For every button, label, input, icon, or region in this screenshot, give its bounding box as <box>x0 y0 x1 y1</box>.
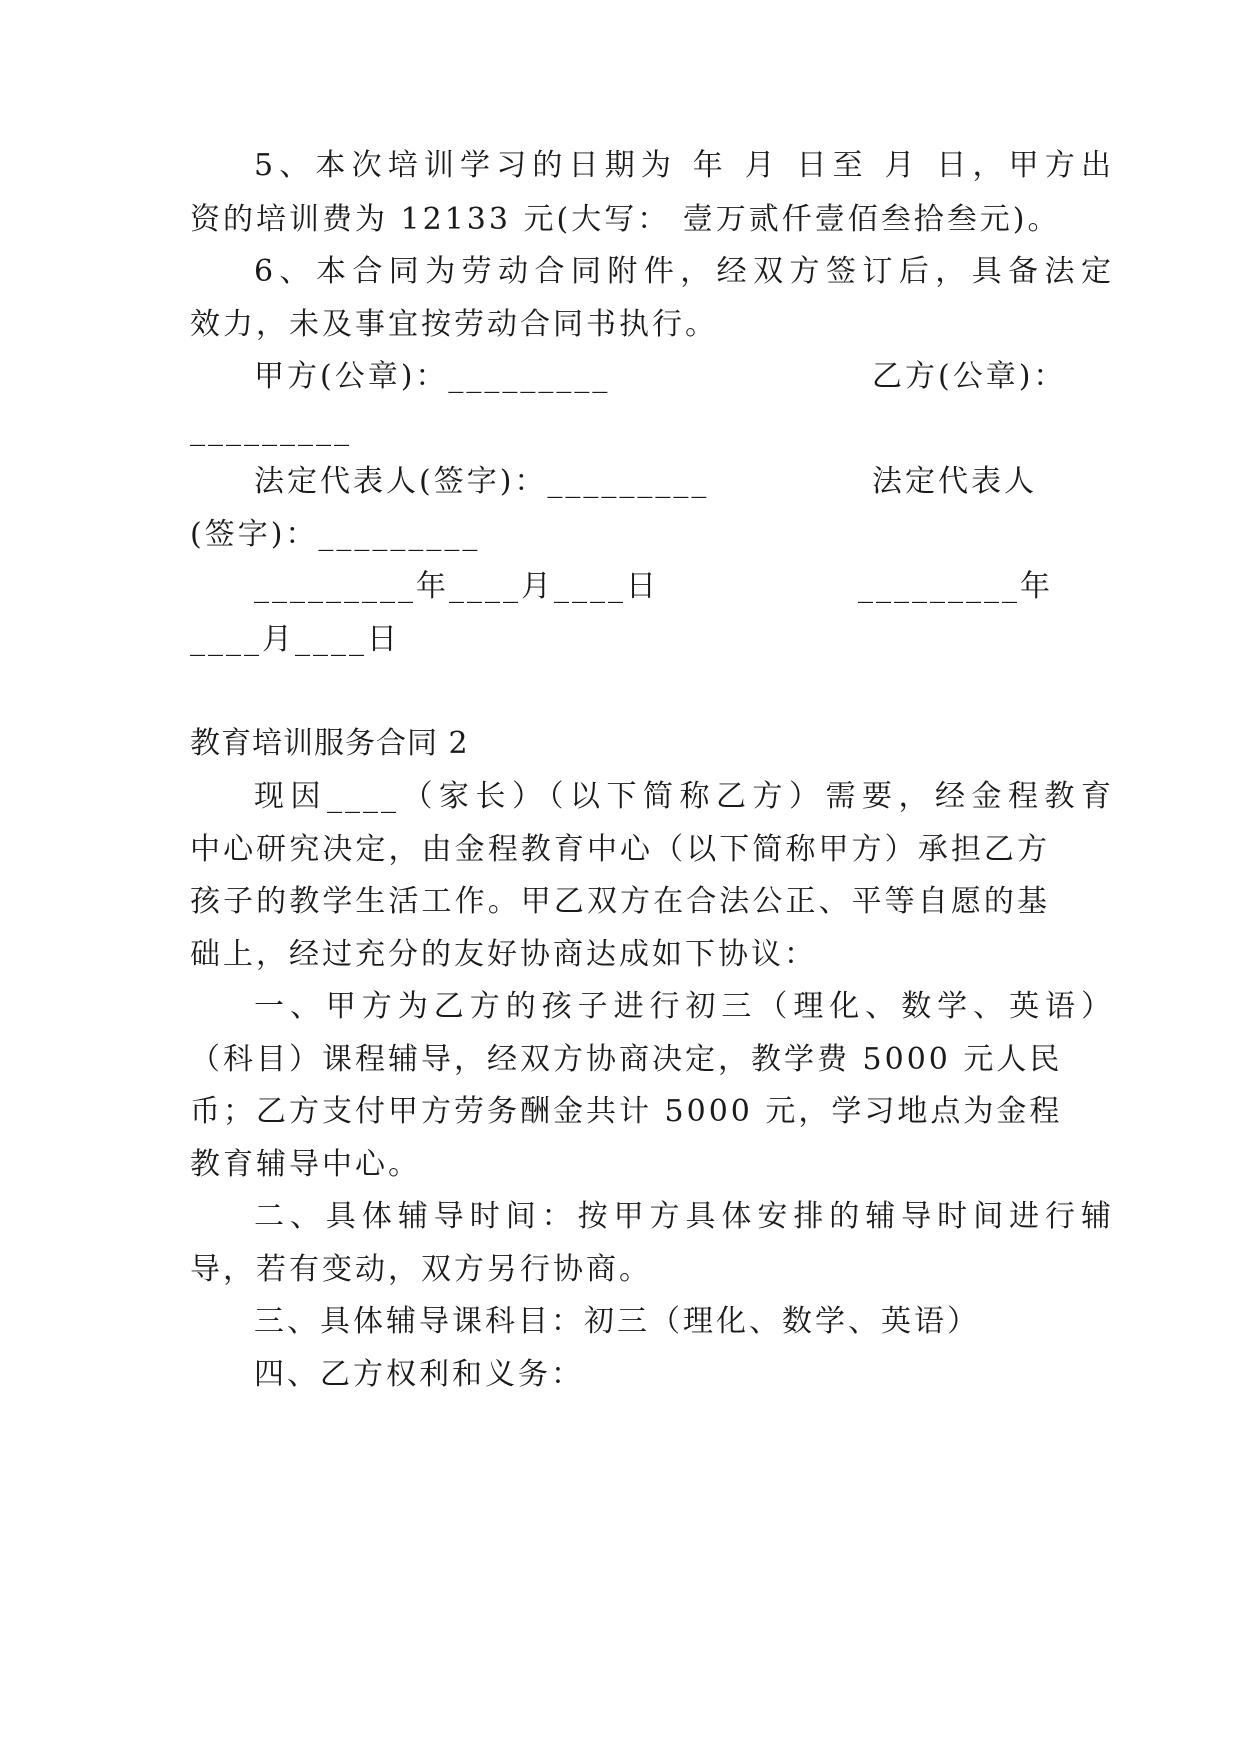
party-a-date: _________年____月____日 <box>254 569 659 604</box>
party-b-seal: 乙方(公章)： <box>872 359 1067 394</box>
clause-1-line-1: 一、甲方为乙方的孩子进行初三（理化、数学、英语） <box>254 989 1114 1024</box>
paragraph-1-line-4: 础上，经过充分的友好协商达成如下协议： <box>190 937 817 972</box>
clause-2-line-2: 导，若有变动，双方另行协商。 <box>190 1252 652 1287</box>
paragraph-1-line-3: 孩子的教学生活工作。甲乙双方在合法公正、平等自愿的基 <box>190 884 1050 919</box>
party-b-date-month-day: ____月____日 <box>190 622 400 657</box>
item-5-line-1: 5、本次培训学习的日期为 年 月 日至 月 日，甲方出 <box>254 148 1114 183</box>
party-b-representative: 法定代表人 <box>872 464 1037 499</box>
item-6-line-2: 效力，未及事宜按劳动合同书执行。 <box>190 307 718 342</box>
clause-1-line-2: （科目）课程辅导，经双方协商决定，教学费 5000 元人民 <box>190 1042 1063 1077</box>
clause-4-line-1: 四、乙方权利和义务： <box>254 1357 584 1392</box>
clause-1-line-3: 币；乙方支付甲方劳务酬金共计 5000 元，学习地点为金程 <box>190 1094 1063 1129</box>
clause-2-line-1: 二、具体辅导时间：按甲方具体安排的辅导时间进行辅 <box>254 1199 1114 1234</box>
party-b-representative-signature: (签字)：_________ <box>190 517 481 552</box>
party-a-representative: 法定代表人(签字)：_________ <box>254 464 710 499</box>
clause-1-line-4: 教育辅导中心。 <box>190 1147 421 1182</box>
item-6-line-1: 6、本合同为劳动合同附件，经双方签订后，具备法定 <box>254 254 1114 289</box>
party-b-seal-blank: _________ <box>190 412 352 447</box>
clause-3-line-1: 三、具体辅导课科目：初三（理化、数学、英语） <box>254 1304 980 1339</box>
party-b-date-year: _________年 <box>858 569 1053 604</box>
contract-2-title: 教育培训服务合同 2 <box>190 726 469 761</box>
party-a-seal: 甲方(公章)：_________ <box>254 359 611 394</box>
paragraph-1-line-1: 现因____（家长）（以下简称乙方）需要，经金程教育 <box>254 779 1114 814</box>
item-5-line-2: 资的培训费为 12133 元(大写： 壹万贰仟壹佰叁拾叁元)。 <box>190 202 1061 237</box>
paragraph-1-line-2: 中心研究决定，由金程教育中心（以下简称甲方）承担乙方 <box>190 832 1050 867</box>
